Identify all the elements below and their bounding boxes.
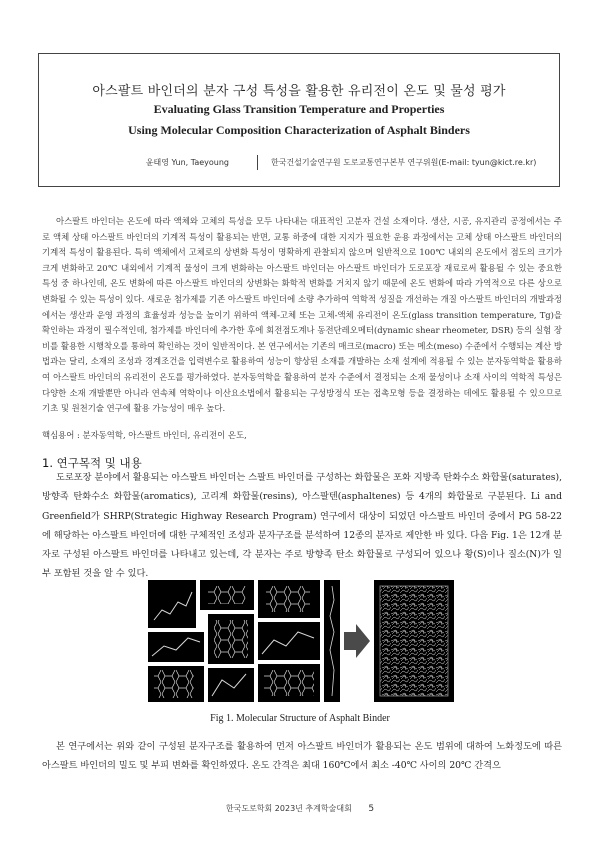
figure-caption: Fig 1. Molecular Structure of Asphalt Binder [210,713,390,724]
amorphous-cell-icon [374,580,454,702]
section-body-continued-text: 본 연구에서는 위와 같이 구성된 분자구조를 활용하여 먼저 아스팔트 바인더가 활용되는 온도 범위에 대하여 노화정도에 따른 아스팔트 바인더의 밀도 및 부피 변화를 확인하였다. 온도 간격은 최대 160℃에서 최소 -40℃ 사이의 20℃ 간격으 [42,741,562,772]
section-body-text: 도로포장 분야에서 활용되는 아스팔트 바인더는 스팔트 바인더를 구성하는 화합물은 포화 지방족 탄화수소 화합물(saturates), 방향족 탄화수소 화합물(aromatics), 고리계 화합물(resins), 아스팔텐(asphaltenes) 등 4개의 화합물로 구분된다. Li and Greenfield가 SHRP(Strategic Highway Research Program) 연구에서 대상이 되었던 아스팔트 바인더 중에서 PG 58-22에 해당하는 아스팔트 바인더에 대한 구체적인 조성과 분자구조를 분석하여 12종의 분자로 제안한 바 있다. 다음 Fig. 1은 12개 분자로 구성된 아스팔트 바인더를 나타내고 있는데, 각 분자는 주로 방향족 탄소 화합물로 구성되어 있으나 황(S)이나 질소(N)가 일부 포함된 것을 알 수 있다. [42,472,562,580]
page-number: 5 [368,804,375,814]
paper-title-english-line1: Evaluating Glass Transition Temperature and Properties [153,102,445,116]
author-separator [257,155,258,170]
keywords: 핵심용어 : 분자동역학, 아스팔트 바인더, 유리전이 온도, [42,430,247,440]
author-name: 윤태영 Yun, Taeyoung [145,158,229,167]
footer-conference: 한국도로학회 2023년 추계학술대회 [225,804,352,813]
author-affiliation: 한국건설기술연구원 도로교통연구본부 연구위원(E-mail: tyun@kict.re.kr) [271,158,537,167]
section-heading: 1. 연구목적 및 내용 [42,456,142,470]
abstract-text: 아스팔트 바인더는 온도에 따라 액체와 고체의 특성을 모두 나타내는 대표적인 고분자 건설 소재이다. 생산, 시공, 유지관리 공정에서는 주로 액체 상태 아스팔트 바인더의 기계적 특성이 활용되는 반면, 교통 하중에 대한 지지가 필요한 운용 과정에서는 고체 상태 아스팔트 바인더의 기계적 특성이 활용된다. 특히 액체에서 고체로의 상변화 특성이 명확하게 관찰되지 않으며 일반적으로 100℃ 내외의 온도에서 점도의 크기가 크게 변화하고 20℃ 내외에서 기계적 물성이 크게 변화하는 아스팔트 바인더는 아스팔트 바인더가 도로포장 재료로써 활용될 수 있는 중요한 특성 중 하나인데, 온도 변화에 따른 아스팔트 바인더의 상변화는 화학적 변화를 거치지 않기 때문에 온도 변화에 따라 가역적으로 다른 상으로 변화될 수 있는 특성이 있다. 새로운 첨가제를 기존 아스팔트 바인더에 소량 추가하여 역학적 성질을 개선하는 개질 아스팔트 바인더의 개발과정에서는 생산과 운영 과정의 효율성과 성능을 높이기 위하여 액체-고체 또는 고체-액체 유리전이 온도(glass transition temperature, Tg)을 확인하는 과정이 필수적인데, 첨가제를 바인더에 추가한 후에 회전점도계나 동전단레오메터(dynamic shear rheometer, DSR) 등의 실험 장비를 활용한 시행착오를 통하여 확인하는 것이 일반적이다. 본 연구에서는 기존의 매크로(macro) 또는 메소(meso) 수준에서 수행되는 계산 방법과는 달리, 소재의 조성과 경계조건을 입력변수로 활용하여 성능이 향상된 소재를 개발하는 소재 설계에 적용될 수 있는 분자동역학을 활용하여 아스팔트 바인더의 유리전이 온도를 평가하였다. 분자동역학을 활용하여 분자 수준에서 결정되는 소재 물성이나 소재 사이의 역학적 특성은 다양한 소재 개발뿐만 아니라 연속체 역학이나 이산요소법에서 활용되는 구성방정식 또는 접촉모형 등을 결정하는 데에도 활용될 수 있으므로 기초 및 원천기술 연구에 활용 가능성이 매우 높다. [42,216,562,414]
section-body [42,468,562,584]
figure-molecular-structure [148,580,454,702]
page-footer [0,803,600,814]
molecule-panels [148,580,340,702]
author-line [39,156,559,170]
abstract [42,214,562,417]
section-body-continued [42,737,562,776]
paper-title-korean: 아스팔트 바인더의 분자 구성 특성을 활용한 유리전이 온도 및 물성 평가 [92,84,506,99]
paper-title-english-line2: Using Molecular Composition Characterization of Asphalt Binders [128,123,470,137]
title-box [38,53,560,187]
arrow-icon [344,624,370,658]
figure-svg [148,580,454,702]
